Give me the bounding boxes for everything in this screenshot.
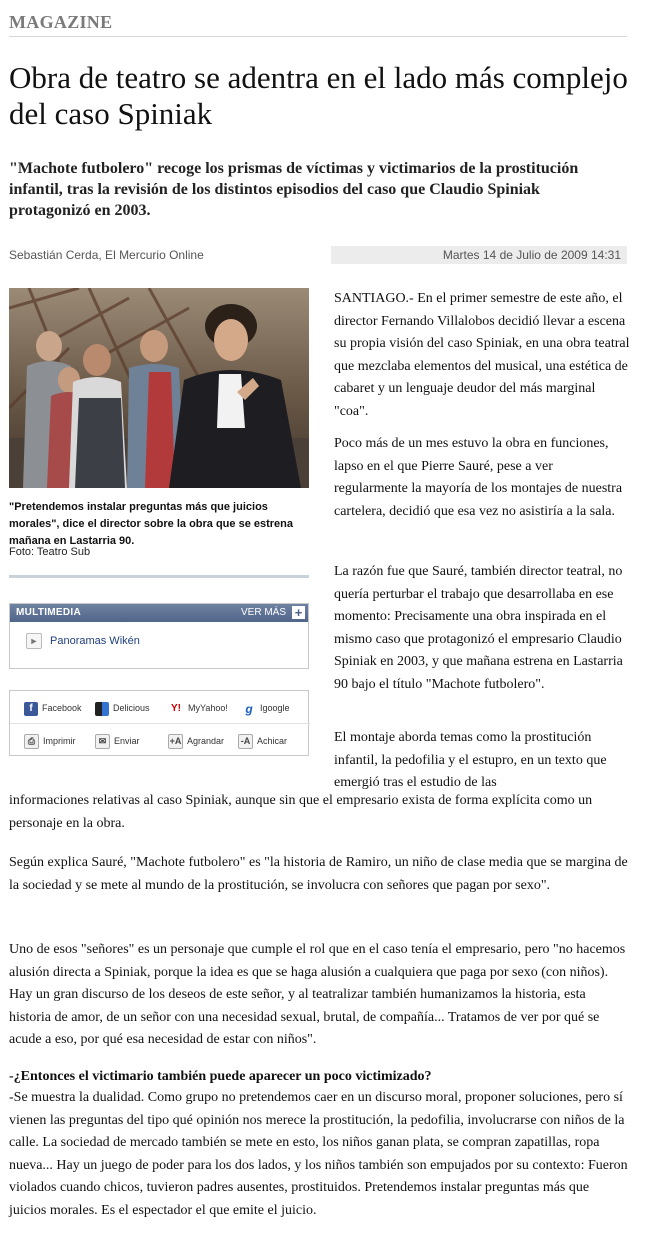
play-icon: ►	[26, 633, 42, 649]
yahoo-icon: Y!	[168, 702, 184, 716]
facebook-icon: f	[24, 702, 38, 716]
byline-author: Sebastián Cerda, El Mercurio Online	[9, 248, 204, 262]
multimedia-more-link[interactable]: VER MÁS	[240, 607, 286, 618]
interview-question: -¿Entonces el victimario también puede aparecer un poco victimizado?	[9, 1069, 432, 1084]
paragraph-5: Según explica Sauré, "Machote futbolero" es "la historia de Ramiro, un niño de clase media que se margina de la sociedad y se mete al mundo de la prostitución, se involucra con señores que pagan por sexo".	[9, 855, 628, 893]
delicious-icon	[95, 702, 109, 716]
share-igoogle[interactable]	[242, 700, 290, 716]
multimedia-item-label[interactable]: Panoramas Wikén	[50, 634, 140, 647]
article-photo-image	[9, 288, 309, 488]
sidebar-divider	[9, 575, 309, 578]
share-tools-box	[9, 690, 309, 756]
paragraph-4-start: El montaje aborda temas como la prostitución infantil, la pedofilia y el estupro, en un texto que emergió tras el estudio de las	[334, 730, 607, 790]
paragraph-2: Poco más de un mes estuvo la obra en funciones, lapso en el que Pierre Sauré, pese a ver regularmente la mayoría de los montajes de nuestra cartelera, decidió que esa vez no asistiría a la sala.	[334, 436, 623, 519]
tool-text-larger-label: Agrandar	[187, 736, 225, 746]
share-delicious[interactable]	[95, 700, 150, 716]
paragraph-3: La razón fue que Sauré, también director teatral, no quería perturbar el trabajo que desarrollaba en ese momento: Precisamente una obra inspirada en el mismo caso que protagonizó el empresario Claudio Spiniak en 2003, y que mañana estrena en Lastarria 90 bajo el título "Machote futbolero".	[334, 564, 623, 692]
share-facebook-label: Facebook	[42, 703, 82, 713]
envelope-icon: ✉	[95, 734, 110, 749]
text-smaller-icon: -A	[238, 734, 253, 749]
tool-email[interactable]	[95, 733, 140, 749]
multimedia-header	[10, 604, 308, 622]
share-row-tools	[10, 724, 310, 756]
article-photo[interactable]	[9, 288, 309, 488]
paragraph-1: SANTIAGO.- En el primer semestre de este año, el director Fernando Villalobos decidió llevar a escena su propia visión del caso Spiniak, en una obra teatral que mezclaba elementos del musical, una estética de cabaret y un lenguaje deudor del más marginal "coa".	[334, 291, 630, 419]
paragraph-4-end: informaciones relativas al caso Spiniak, aunque sin que el empresario exista de forma explícita como un personaje en la obra.	[9, 793, 593, 831]
photo-credit: Foto: Teatro Sub	[9, 546, 91, 558]
section-header	[9, 12, 627, 37]
share-myyahoo-label: MyYahoo!	[188, 703, 228, 713]
paragraph-7: -Se muestra la dualidad. Como grupo no pretendemos caer en un discurso moral, proponer soluciones, pero sí vienen las preguntas del tipo qué opinión nos merece la prostitución, la pedofilia, involucrarse con niños de la calle. La sociedad de mercado también se mete en esto, los niños ganan plata, se compran zapatillas, ropa nueva... Hay un juego de poder para los dos lados, y los niños también son empujados por su contexto: Fueron violados cuando chicos, tuvieron padres ausentes, prostituidos. Pretendemos instalar preguntas más que juicios morales. Es el espectador el que emite el juicio.	[9, 1090, 628, 1218]
share-delicious-label: Delicious	[113, 703, 150, 713]
plus-icon[interactable]: +	[292, 606, 305, 619]
printer-icon: ⎙	[24, 734, 39, 749]
tool-text-larger[interactable]	[168, 733, 224, 749]
photo-caption: "Pretendemos instalar preguntas más que juicios morales", dice el director sobre la obra que se estrena mañana en Lastarria 90.	[9, 501, 293, 547]
section-label[interactable]: MAGAZINE	[9, 12, 113, 32]
byline	[9, 246, 627, 264]
share-igoogle-label: Igoogle	[260, 703, 290, 713]
tool-email-label: Enviar	[114, 736, 140, 746]
multimedia-title: MULTIMEDIA	[16, 607, 82, 618]
multimedia-box	[9, 603, 309, 669]
paragraph-6: Uno de esos "señores" es un personaje que cumple el rol que en el caso tenía el empresario, pero "no hacemos alusión directa a Spiniak, porque la idea es que se haga alusión a cualquiera que paga por sexo (con niños). Hay un gran discurso de los deseos de este señor, y al teatralizar también humanizamos la historia, esta historia de amor, de un señor con una necesidad sexual, brutal, de compañía... Tratamos de ver por qué se acude a eso, por qué esa necesidad de estar con niños".	[9, 942, 626, 1047]
tool-print-label: Imprimir	[43, 736, 76, 746]
tool-text-smaller-label: Achicar	[257, 736, 288, 746]
share-myyahoo[interactable]	[168, 700, 228, 716]
byline-date: Martes 14 de Julio de 2009 14:31	[331, 246, 627, 264]
google-icon: g	[242, 702, 256, 716]
multimedia-item[interactable]	[26, 633, 140, 649]
share-row-social	[10, 691, 310, 724]
article-headline: Obra de teatro se adentra en el lado más complejo del caso Spiniak	[9, 60, 628, 131]
article-lead: "Machote futbolero" recoge los prismas de víctimas y victimarios de la prostitución infantil, tras la revisión de los distintos episodios del caso que Claudio Spiniak protagonizó en 2003.	[9, 160, 579, 219]
tool-print[interactable]	[24, 733, 76, 749]
text-larger-icon: +A	[168, 734, 183, 749]
share-facebook[interactable]	[24, 700, 82, 716]
tool-text-smaller[interactable]	[238, 733, 287, 749]
